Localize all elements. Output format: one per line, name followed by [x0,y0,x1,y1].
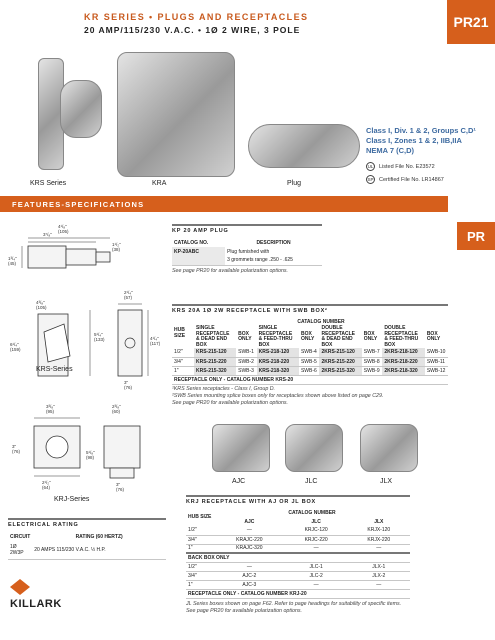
cell: KRAJC-320 [214,544,285,553]
cell: KRAJC-220 [214,535,285,544]
cell: — [214,562,285,571]
killark-logo-icon [10,579,30,595]
krj-receptacle-section [186,495,410,615]
krs-receptacle-only: RECEPTACLE ONLY - CATALOG NUMBER KRS-20 [172,375,448,384]
kp-table-title: KP 20 AMP PLUG [172,224,322,234]
dim-text: (95) [46,409,55,414]
header-series-title: KR SERIES • PLUGS AND RECEPTACLES [84,12,309,22]
dim-text: 3" [12,444,17,449]
krs-receptacle-photo [60,80,102,138]
electrical-rating-title: ELECTRICAL RATING [8,518,166,528]
cell: — [348,544,410,553]
krj-dim-box-width [112,404,121,414]
kp-note: See page PR20 for available polarization options. [172,267,289,274]
jlx-label: JLX [380,478,393,485]
table-row [172,348,448,357]
krj-series-label: KRJ-Series [54,496,90,503]
dim-text: 4³/₈" [36,300,45,305]
krs-dimension-drawing [8,290,168,396]
krs-hub-header: HUB SIZE [174,326,186,339]
ul-icon: UL [367,164,374,169]
cell: AJC-3 [214,580,285,589]
dim-text: 4¹/₄" [150,336,159,341]
krs-note-2: ²SWB Series mounting splice boxes only for receptacles shown above listed on page C29. [172,392,384,399]
cell-hub: 1/2" [186,526,214,535]
table-row [186,544,410,553]
dim-text: (64) [42,485,51,490]
cell: 2KRS-215-320 [319,366,361,375]
electrical-rating-section [8,518,166,560]
caption-plug: Plug [287,180,302,187]
dim-text: (105) [58,229,69,234]
jlc-box-photo [285,424,343,472]
krj-col-jlx: JLX [374,518,384,525]
krs-col-8: BOX ONLY [426,330,441,342]
class-line-3: NEMA 7 (C,D) [366,146,415,155]
cell-hub: 1/2" [186,562,214,571]
dim-text: (45) [8,261,17,266]
csa-text: Certified File No. LR14867 [379,176,444,183]
cell: KRJX-120 [348,526,410,535]
header-rating-title: 20 AMP/115/230 V.A.C. • 1Ø 2 WIRE, 3 POLE [84,25,301,35]
kp-catalog-blank [172,256,225,265]
cell: KRS-215-120 [194,348,236,357]
cell: JLC-2 [285,571,348,580]
dim-text: (76) [12,449,21,454]
cell: JLX-1 [348,562,410,571]
cell: SWB-5 [299,357,320,366]
dim-text: 1¹/₂" [112,242,121,247]
cell: 2KRS-218-120 [382,348,425,357]
krs-dim-box-width [124,290,133,300]
dim-text: (105) [36,305,47,310]
jlx-box-photo [360,424,418,472]
cell: KRS-218-220 [257,357,299,366]
dim-text: (159) [10,347,21,352]
ajc-label: AJC [232,478,246,485]
cell: 2KRS-215-220 [319,357,361,366]
krj-hub-header: HUB SIZE [188,514,212,520]
dim-text: 1³/₄" [8,256,17,261]
cell-hub: 1" [186,544,214,553]
kp-col-catalog: CATALOG NO. [174,239,209,246]
krj-dim-box-height [86,450,95,460]
cell: KRJX-220 [348,535,410,544]
electrical-col-circuit: CIRCUIT [10,533,31,540]
krs-col-3: SINGLE RECEPTACLE & FEED-THRU BOX [258,325,293,348]
electrical-rating-value: 20 AMPS 115/230 V.A.C. ½ H.P. [32,541,166,559]
ul-listing-text: Listed File No. E23572 [379,163,435,170]
csa-certification [366,175,444,184]
jlc-label: JLC [305,478,318,485]
caption-kra: KRA [152,180,167,187]
dim-text: (117) [150,341,161,346]
cell: SWB-8 [362,357,383,366]
krj-col-ajc: AJC [244,518,255,525]
krj-dim-height [12,444,20,454]
cell: KRS-218-120 [257,348,299,357]
cell: SWB-6 [299,366,320,375]
cell: SWB-11 [425,357,448,366]
caption-krs-series: KRS Series [30,180,67,187]
dim-text: 5¹/₈" [86,450,95,455]
cell: SWB-12 [425,366,448,375]
table-row [186,526,410,535]
cell: KRS-215-320 [194,366,236,375]
cell-hub: 1" [172,366,194,375]
cell: 2KRS-218-320 [382,366,425,375]
electrical-rating-table [8,532,166,560]
cell: SWB-3 [236,366,257,375]
krj-dim-width [46,404,55,414]
page-code-badge: PR21 [447,0,495,44]
krs-catalog-header: CATALOG NUMBER [297,318,345,325]
krs-note-3: See page PR20 for available polarization options. [172,399,289,406]
krs-col-4: BOX ONLY [300,330,315,342]
krs-col-2: BOX ONLY [238,330,252,342]
cell: SWB-4 [299,348,320,357]
dim-text: 4¹/₈" [58,224,67,229]
features-specifications-bar: FEATURES-SPECIFICATIONS [0,196,448,212]
kp-desc-1: Plug furnished with [227,248,270,255]
krj-note-1: JL Series boxes shown on page F62. Refer to page headings for suitability of specific items. [186,600,402,607]
plug-photo [248,124,360,168]
dim-text: (133) [94,337,105,342]
table-row [172,366,448,375]
krj-back-box-header: BACK BOX ONLY [186,553,410,562]
cell: — [214,526,285,535]
dim-text: 5¹/₄" [94,332,103,337]
krj-catalog-header: CATALOG NUMBER [288,509,336,516]
class-line-2: Class I, Zones 1 & 2, IIB,IIA [366,136,462,145]
dim-text: 2¹/₄" [124,290,133,295]
table-row [172,357,448,366]
cell: SWB-10 [425,348,448,357]
kp-catalog-number: KP-20ABC [172,247,225,256]
plug-dim-length [58,224,69,234]
dim-text: 6¹/₄" [10,342,19,347]
krj-table-title: KRJ RECEPTACLE WITH AJ OR JL BOX [186,495,410,505]
csa-icon: SP [367,177,374,182]
krs-table-title: KRS 20A 1Ø 2W RECEPTACLE WITH SWB BOX² [172,304,448,314]
ajc-box-photo [212,424,270,472]
cell: KRJC-220 [285,535,348,544]
krs-col-6: BOX ONLY [363,330,378,342]
cell: — [348,580,410,589]
cell: SWB-1 [236,348,257,357]
dim-text: (60) [112,409,121,414]
cell: JLC-1 [285,562,348,571]
krj-dimension-drawing [8,404,168,510]
krs-note-1: ¹KRS Series receptacles - Class I, Group D. [172,385,276,392]
kp-col-desc: DESCRIPTION [256,239,291,246]
krs-col-5: DOUBLE RECEPTACLE & DEAD END BOX [321,325,356,348]
cell-hub: 3/4" [186,571,214,580]
krj-col-jlc: JLC [311,518,321,525]
dim-text: (38) [112,247,121,252]
krs-table [172,317,448,385]
dim-text: 2¹/₂" [42,480,51,485]
cell: KRJC-120 [285,526,348,535]
ul-listing [366,162,435,171]
class-line-1: Class I, Div. 1 & 2, Groups C,D¹ [366,126,476,135]
cell-hub: 1" [186,580,214,589]
dim-text: 3" [116,482,121,487]
table-row [186,535,410,544]
krs-dim-height [94,332,105,342]
krj-dim-foot [116,482,124,492]
table-row [186,562,410,571]
kp-plug-section [172,224,322,275]
cell: JLX-2 [348,571,410,580]
table-row [186,580,410,589]
krs-dim-box-height [150,336,160,346]
table-row [186,571,410,580]
krj-note-2: See page PR20 for available polarization options. [186,607,303,614]
kp-desc-2: 3 grommets range .250 - .625 [225,256,322,265]
krj-dim-base [42,480,51,490]
dim-text: (57) [124,295,133,300]
kra-photo [117,52,235,177]
krj-table [186,508,410,599]
cell: 2KRS-215-120 [319,348,361,357]
krs-dim-width [36,300,47,310]
dim-text: 2³/₈" [112,404,121,409]
cell: — [285,544,348,553]
cell: SWB-2 [236,357,257,366]
krs-series-label: KRS-Series [36,366,73,373]
cell: SWB-7 [362,348,383,357]
cell: — [285,580,348,589]
plug-dim-nose [112,242,121,252]
krj-receptacle-only: RECEPTACLE ONLY - CATALOG NUMBER KRJ-20 [186,589,410,598]
cell-hub: 3/4" [172,357,194,366]
dim-text: 3⁷/₈" [43,232,52,237]
cell: SWB-9 [362,366,383,375]
cell: KRS-215-220 [194,357,236,366]
cell: KRS-218-320 [257,366,299,375]
electrical-col-rating: RATING (60 HERTZ) [75,533,123,540]
cell-hub: 3/4" [186,535,214,544]
electrical-circuit: 1Ø 2W3P [8,541,32,559]
krs-dim-overall [10,342,21,352]
plug-dim-height [8,256,17,266]
dim-text: (98) [86,455,95,460]
killark-brand: KILLARK [10,598,62,610]
krs-col-7: DOUBLE RECEPTACLE & FEED-THRU BOX [384,325,419,348]
cell: 2KRS-218-220 [382,357,425,366]
dim-text: (76) [116,487,125,492]
dim-text: 3" [124,380,129,385]
dim-text: (76) [124,385,133,390]
section-tab-pr[interactable]: PR [457,222,495,250]
dim-text: 3³/₈" [46,404,55,409]
plug-dimension-drawing [8,222,128,278]
krs-drawing-svg [8,296,168,388]
krs-receptacle-section [172,304,448,407]
krs-col-1: SINGLE RECEPTACLE & DEAD END BOX [196,325,230,348]
cell: AJC-2 [214,571,285,580]
kp-table [172,238,322,266]
krs-dim-base [124,380,132,390]
cell-hub: 1/2" [172,348,194,357]
plug-dim-body [43,232,52,237]
